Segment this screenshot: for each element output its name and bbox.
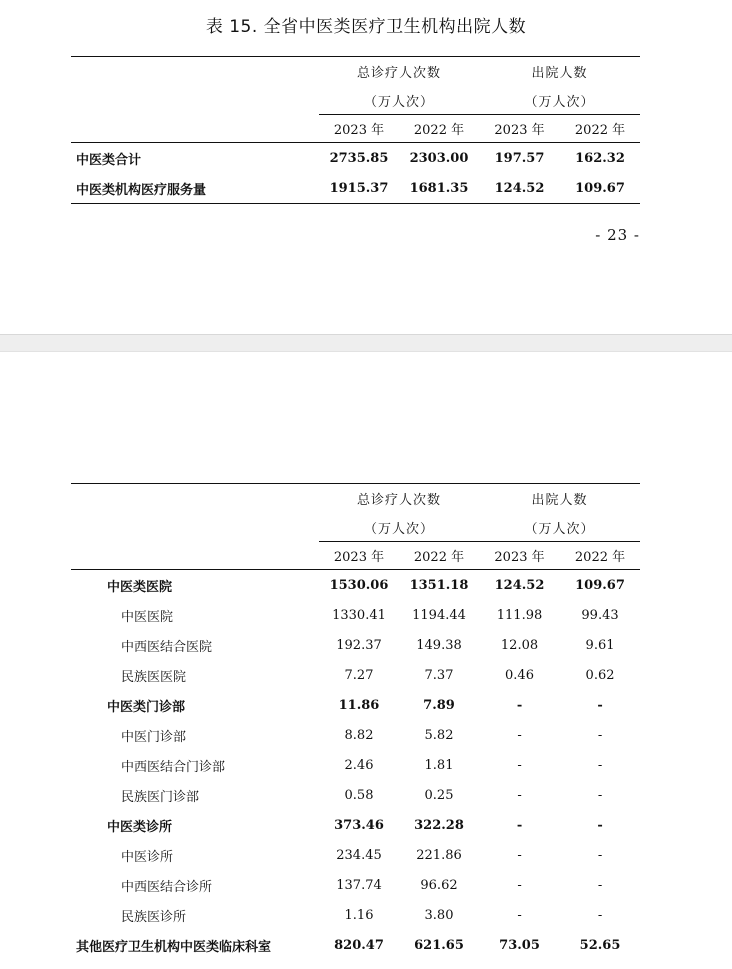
- header-year: 2023 年: [479, 542, 560, 570]
- table-row: [71, 570, 640, 601]
- page-number: - 23 -: [595, 226, 640, 244]
- row-value: 373.46: [334, 817, 384, 833]
- header-group-discharges: 出院人数: [479, 484, 640, 514]
- document-page-top: [0, 0, 732, 334]
- table-row: [71, 930, 640, 960]
- table-row: [71, 660, 640, 690]
- header-unit-discharges: （万人次）: [524, 94, 595, 110]
- row-value: 73.05: [499, 937, 540, 953]
- row-value: 820.47: [334, 937, 384, 953]
- header-year: 2023 年: [319, 542, 399, 570]
- row-value: 99.43: [581, 607, 619, 623]
- row-value: 7.37: [424, 667, 454, 683]
- table-row: [71, 173, 640, 204]
- row-value: -: [597, 907, 603, 923]
- row-value: 124.52: [494, 577, 545, 593]
- row-value: 0.62: [585, 667, 615, 683]
- row-value: 137.74: [336, 877, 382, 893]
- header-row-groups: [71, 484, 640, 514]
- header-year: 2022 年: [560, 115, 640, 143]
- row-value: -: [517, 787, 522, 803]
- table-row: [71, 143, 640, 174]
- table-outpatient-discharge-detail: [71, 483, 640, 960]
- row-label: 民族医门诊部: [121, 789, 200, 805]
- table-row: [71, 810, 640, 840]
- row-value: -: [597, 817, 603, 833]
- header-stub: [71, 57, 319, 143]
- row-value: 0.46: [505, 667, 534, 683]
- row-value: 149.38: [416, 637, 462, 653]
- header-year: 2022 年: [560, 542, 640, 570]
- table-row: [71, 780, 640, 810]
- row-value: 221.86: [416, 847, 462, 863]
- row-value: -: [597, 787, 603, 803]
- row-value: 1.81: [424, 757, 454, 773]
- table-row: [71, 720, 640, 750]
- row-label: 中医诊所: [121, 849, 174, 865]
- header-stub: [71, 484, 319, 570]
- table-row: [71, 750, 640, 780]
- row-label: 民族医诊所: [121, 909, 187, 925]
- row-value: 9.61: [585, 637, 615, 653]
- row-label: 中医类诊所: [107, 819, 173, 835]
- page-separator: [0, 334, 732, 352]
- row-value: 109.67: [560, 173, 640, 204]
- table-outpatient-discharge-summary: [71, 56, 640, 204]
- row-value: 52.65: [579, 937, 621, 953]
- row-label: 中医门诊部: [121, 729, 187, 745]
- table-row: [71, 690, 640, 720]
- row-value: -: [517, 877, 522, 893]
- row-label: 中医类机构医疗服务量: [71, 173, 319, 204]
- row-value: 8.82: [344, 727, 374, 743]
- header-group-visits: 总诊疗人次数: [319, 484, 479, 514]
- document-page-bottom: [0, 352, 732, 969]
- row-value: 162.32: [575, 150, 625, 166]
- header-year: 2022 年: [399, 542, 479, 570]
- table-row: [71, 630, 640, 660]
- row-value: -: [516, 697, 523, 713]
- row-value: 2303.00: [409, 150, 469, 166]
- row-value: 234.45: [336, 847, 382, 863]
- header-group-visits: 总诊疗人次数: [319, 57, 479, 87]
- row-label: 民族医医院: [121, 669, 187, 685]
- row-label: 中西医结合门诊部: [121, 759, 226, 775]
- row-value: -: [517, 847, 522, 863]
- row-value: -: [597, 847, 603, 863]
- row-value: 7.89: [423, 697, 455, 713]
- row-value: 2735.85: [329, 150, 389, 166]
- row-value: 11.86: [338, 697, 380, 713]
- row-value: 1.16: [344, 907, 374, 923]
- header-unit-visits: （万人次）: [364, 94, 435, 110]
- row-label: 中医类医院: [107, 579, 173, 595]
- row-label: 中西医结合医院: [121, 639, 213, 655]
- table-row: [71, 900, 640, 930]
- row-value: 1681.35: [399, 173, 479, 204]
- header-unit-visits: （万人次）: [364, 521, 435, 537]
- header-unit-discharges: （万人次）: [524, 521, 595, 537]
- row-value: 111.98: [496, 607, 543, 623]
- header-row-groups: [71, 57, 640, 87]
- row-value: 5.82: [424, 727, 454, 743]
- row-value: 192.37: [336, 637, 382, 653]
- row-value: 0.58: [344, 787, 374, 803]
- header-year: 2023 年: [479, 115, 560, 143]
- row-value: -: [597, 757, 603, 773]
- table-row: [71, 870, 640, 900]
- row-label: 中医类合计: [76, 152, 142, 168]
- table-row: [71, 600, 640, 630]
- row-value: -: [597, 697, 603, 713]
- row-value: 3.80: [424, 907, 454, 923]
- row-value: 124.52: [479, 173, 560, 204]
- row-value: 1330.41: [332, 607, 386, 623]
- row-value: 12.08: [500, 637, 539, 653]
- row-value: 96.62: [420, 877, 458, 893]
- row-label: 其他医疗卫生机构中医类临床科室: [76, 939, 272, 955]
- row-value: 322.28: [414, 817, 464, 833]
- row-value: -: [597, 877, 603, 893]
- row-value: 1915.37: [319, 173, 399, 204]
- row-value: -: [517, 727, 522, 743]
- row-value: 2.46: [344, 757, 374, 773]
- table-row: [71, 840, 640, 870]
- row-label: 中西医结合诊所: [121, 879, 213, 895]
- row-value: -: [517, 757, 522, 773]
- row-value: 109.67: [575, 577, 625, 593]
- header-year: 2023 年: [319, 115, 399, 143]
- row-value: 1194.44: [412, 607, 466, 623]
- row-label: 中医医院: [121, 609, 174, 625]
- row-value: 197.57: [494, 150, 545, 166]
- row-value: -: [517, 907, 522, 923]
- header-year: 2022 年: [399, 115, 479, 143]
- row-value: 621.65: [414, 937, 464, 953]
- row-value: 1530.06: [329, 577, 389, 593]
- table-title: 表 15. 全省中医类医疗卫生机构出院人数: [205, 17, 527, 37]
- header-group-discharges: 出院人数: [479, 57, 640, 87]
- row-value: -: [516, 817, 523, 833]
- row-value: 0.25: [424, 787, 454, 803]
- row-value: 7.27: [344, 667, 374, 683]
- row-label: 中医类门诊部: [107, 699, 186, 715]
- row-value: -: [597, 727, 603, 743]
- row-value: 1351.18: [409, 577, 469, 593]
